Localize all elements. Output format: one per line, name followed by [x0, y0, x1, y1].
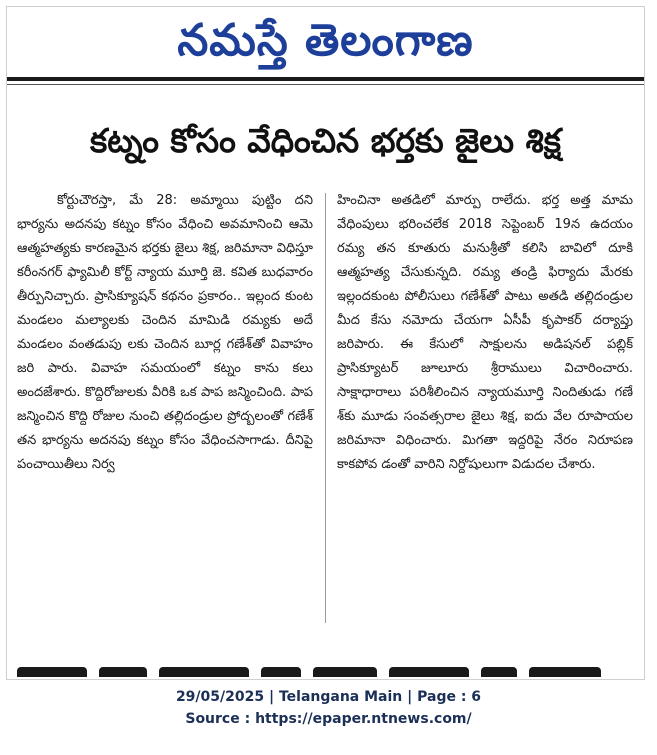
article-column-right [337, 189, 633, 477]
article-column-left [17, 189, 313, 477]
masthead-thin-rule [7, 84, 644, 85]
article-body [15, 189, 635, 629]
article-text-right: హించినా అతడిలో మార్పు రాలేదు. భర్త అత్త మామ వేధింపులు భరించలేక 2018 సెప్టెంబర్ 19న ఉదయం రమ్య తన కూతురు మనుశ్రీతో కలిసి బావిలో దూకి ఆత్మహత్య చేసుకున్నది. రమ్య తండ్రి ఫిర్యాదు మేరకు ఇల్లందకుంట పోలీసులు గణేశ్‌తో పాటు అతడి తల్లిదండ్రుల మీద కేసు నమోదు చేయగా ఏసీపీ కృపాకర్ దర్యాప్తు జరిపారు. ఈ కేసులో సాక్షులను అడిషనల్ పబ్లిక్ ప్రాసిక్యూటర్ జూలూరు శ్రీరాములు విచారించారు. సాక్షాధారాలు పరిశీలించిన న్యాయమూర్తి నిందితుడు గణే శ్‌కు మూడు సంవత్సరాల జైలు శిక్ష, ఐదు వేల రూపాయల జరిమానా విధించారు. మిగతా ఇద్దరిపై నేరం నిరూపణ కాకపోవ డంతో వారిని నిర్దోషులుగా విడుదల చేశారు. [337, 193, 633, 472]
article-headline: కట్నం కోసం వేధించిన భర్తకు జైలు శిక్ష [90, 121, 561, 160]
newspaper-clipping [6, 6, 645, 680]
clipping-footer [0, 686, 657, 730]
cropped-next-article-edge [17, 645, 627, 679]
masthead-rule [7, 77, 644, 81]
column-divider [325, 193, 326, 623]
clipping-date-line: 29/05/2025 | Telangana Main | Page : 6 [175, 689, 482, 705]
masthead-logo: నమస్తే తెలంగాణ [177, 15, 474, 66]
clipping-source-line: Source : https://epaper.ntnews.com/ [185, 711, 472, 727]
article-text-left: కోర్టుచౌరస్తా, మే 28: అమ్మాయి పుట్టిం దని భార్యను అదనపు కట్నం కోసం వేధించి అవమానించి ఆమె ఆత్మహత్యకు కారణమైన భర్తకు జైలు శిక్ష, జరిమానా విధిస్తూ కరీంనగర్ ఫ్యామిలీ కోర్ట్ న్యాయ మూర్తి జె. కవిత బుధవారం తీర్పునిచ్చారు. ప్రాసిక్యూషన్ కథనం ప్రకారం.. ఇల్లంద కుంట మండలం మల్యాలకు చెందిన మామిడి రమ్యకు అదే మండలం వంతడుపు లకు చెందిన బూర్ల గణేశ్‌తో వివాహం జరి పారు. వివాహ సమయంలో కట్నం కాను కలు అందజేశారు. కొద్దిరోజులకు వీరికి ఒక పాప జన్మించింది. పాప జన్మించిన కొద్ది రోజుల నుంచి తల్లిదండ్రుల ప్రోద్బలంతో గణేశ్ తన భార్యను అదనపు కట్నం కోసం వేధించసాగాడు. దీనిపై పంచాయితీలు నిర్వ [17, 193, 313, 472]
